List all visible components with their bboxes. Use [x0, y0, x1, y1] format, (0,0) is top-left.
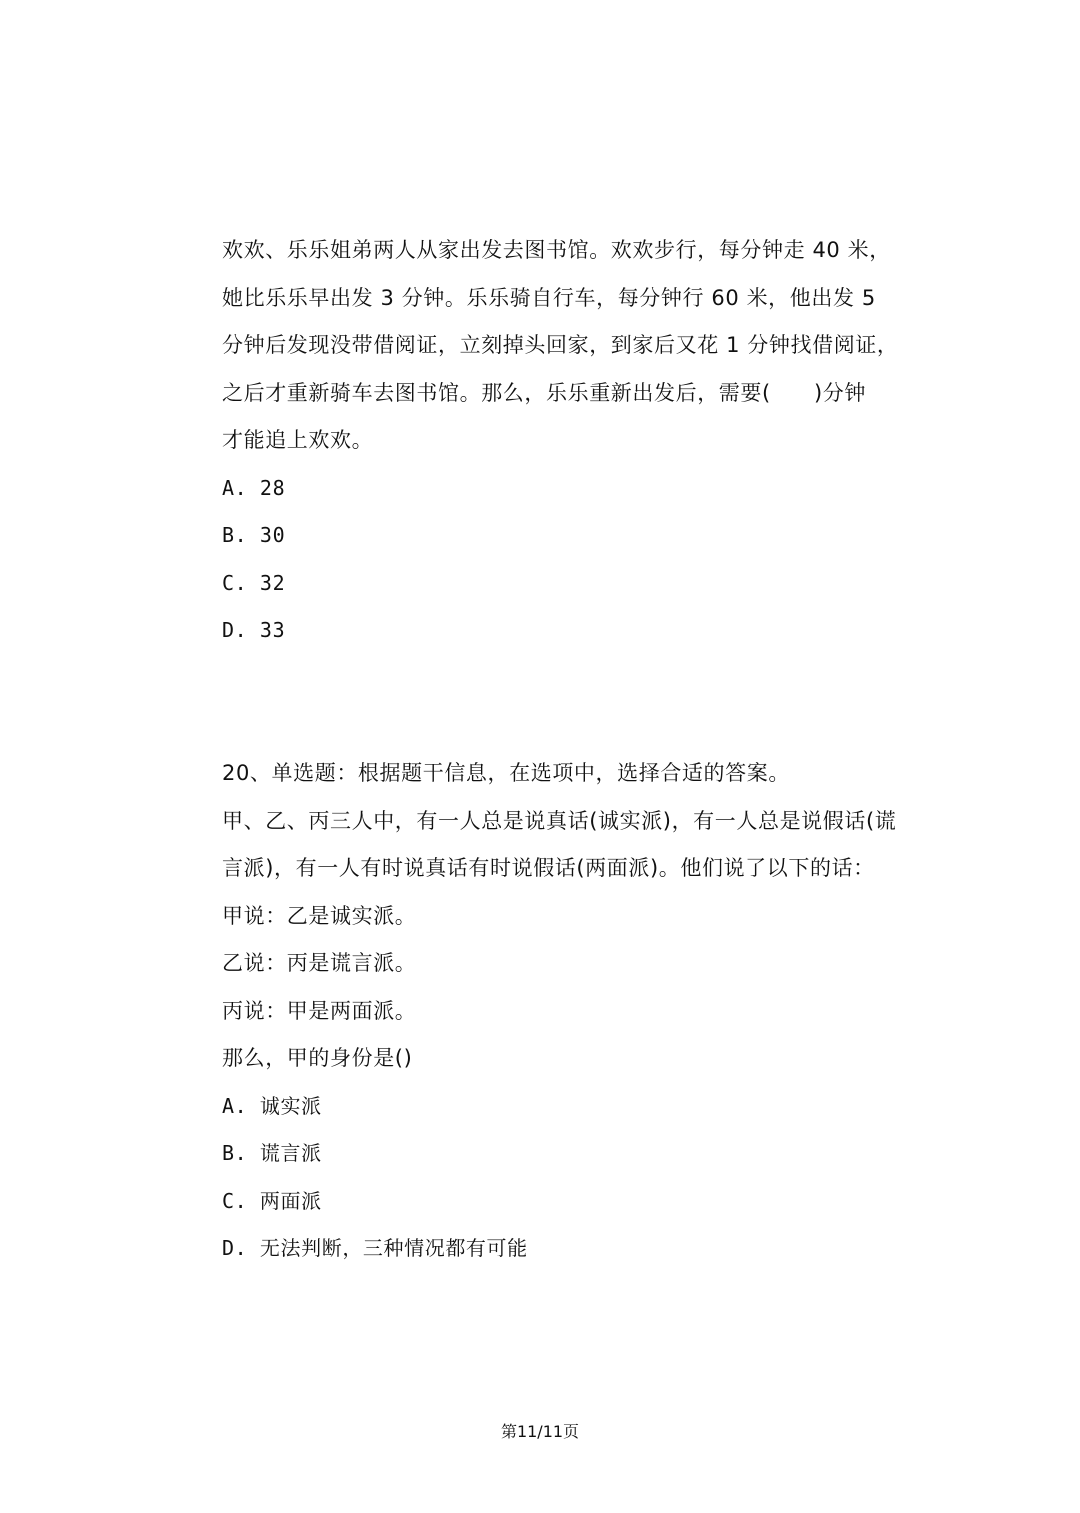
page-number: 第11/11页	[500, 1422, 580, 1441]
question-20-stem-line-3: 甲说：乙是诚实派。	[222, 904, 417, 928]
question-20-option-a: A. 诚实派	[222, 1094, 322, 1118]
question-20-stem-line-6: 那么，甲的身份是()	[222, 1046, 413, 1070]
question-20-header: 20、单选题：根据题干信息，在选项中，选择合适的答案。	[222, 761, 790, 785]
question-19-stem-line-3: 分钟后发现没带借阅证，立刻掉头回家，到家后又花 1 分钟找借阅证，	[222, 333, 899, 357]
question-20-option-c: C. 两面派	[222, 1189, 322, 1213]
question-20-stem-line-1: 甲、乙、丙三人中，有一人总是说真话(诚实派)，有一人总是说假话(谎	[222, 809, 897, 833]
question-19-option-a: A. 28	[222, 476, 286, 500]
question-20-stem-line-4: 乙说：丙是谎言派。	[222, 951, 417, 975]
question-19-stem-line-5: 才能追上欢欢。	[222, 428, 374, 452]
question-19-option-d: D. 33	[222, 618, 286, 642]
question-19-stem-line-4: 之后才重新骑车去图书馆。那么，乐乐重新出发后，需要( )分钟	[222, 381, 866, 405]
question-20-option-b: B. 谎言派	[222, 1141, 322, 1165]
question-19-stem-line-1: 欢欢、乐乐姐弟两人从家出发去图书馆。欢欢步行，每分钟走 40 米，	[222, 238, 891, 262]
question-20-stem-line-2: 言派)，有一人有时说真话有时说假话(两面派)。他们说了以下的话：	[222, 856, 875, 880]
question-19-option-c: C. 32	[222, 571, 286, 595]
question-19-stem-line-2: 她比乐乐早出发 3 分钟。乐乐骑自行车，每分钟行 60 米，他出发 5	[222, 286, 876, 310]
question-20-option-d: D. 无法判断，三种情况都有可能	[222, 1236, 528, 1260]
question-20-stem-line-5: 丙说：甲是两面派。	[222, 999, 417, 1023]
question-19-option-b: B. 30	[222, 523, 286, 547]
